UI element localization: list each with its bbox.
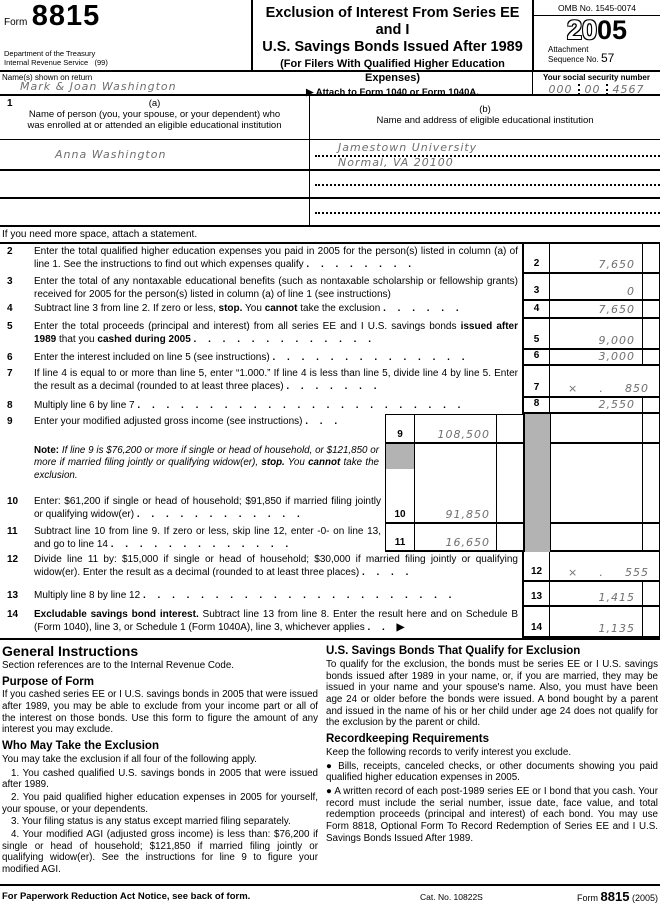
shaded-cell xyxy=(523,524,551,552)
recordkeeping-bullet-2: ● A written record of each post-1989 series EE or I bond that you cash. Your record must include the serial number, issue date, face value, and total redemption proceeds (principal and interest) of each bond. You may use Form 8818, Optional Form To Record Redemption of Series EE and I U.S. Savings Bonds Issued After 1989. xyxy=(326,785,658,844)
taxpayer-name-field[interactable]: Mark & Joan Washington xyxy=(20,80,177,93)
box-number: 7 xyxy=(522,366,550,398)
line-text: Enter the interest included on line 5 (see instructions) . . . . . . . . . . . . . . xyxy=(34,352,467,364)
omb-number: OMB No. 1545-0074 xyxy=(534,0,660,16)
dotted-rule xyxy=(315,212,660,214)
unused-cell xyxy=(551,414,643,444)
form-line-7 xyxy=(0,366,660,398)
ssn-block xyxy=(532,72,660,94)
line1-row-1 xyxy=(0,140,660,171)
dept-line2: Internal Revenue Service (99) xyxy=(4,57,108,67)
box-number: 10 xyxy=(385,487,415,524)
form-title-line2: U.S. Savings Bonds Issued After 1989 xyxy=(262,39,523,55)
condition-4: 4. Your modified AGI (adjusted gross income) is less than: $76,200 if single or head of household; $121,850 if married filing jointly or qualifying widow(er). See the instructions for line 9 to figure your modified AGI. xyxy=(2,829,318,876)
line-number: 2 xyxy=(7,246,13,257)
unused-cell xyxy=(643,487,660,524)
line-text: Enter your modified adjusted gross income (see instructions) . . . xyxy=(34,416,340,428)
tax-year: 2005 xyxy=(566,15,628,45)
decimal-field-7[interactable]: × . 850 xyxy=(550,366,660,398)
line-number: 9 xyxy=(7,416,13,428)
instructions-right-column xyxy=(326,645,658,877)
line-number: 14 xyxy=(7,609,19,621)
condition-1: 1. You cashed qualified U.S. savings bonds in 2005 that were issued after 1989. xyxy=(2,767,318,791)
form-line-2 xyxy=(0,244,660,274)
line-text: Multiply line 6 by line 7 . . . . . . . . . . . . . . . . . . . . . . . xyxy=(34,400,463,412)
line-text: Divide line 11 by: $15,000 if single or head of household; $30,000 if married filing jointly or qualifying widow(er). Enter the result as a decimal (rounded to at least three places) . . . . xyxy=(34,554,518,578)
amount-field-8[interactable]: 2,550 xyxy=(550,398,643,414)
form-word: Form xyxy=(4,17,28,28)
unused-cell xyxy=(643,414,660,444)
person-name-field[interactable] xyxy=(0,199,310,225)
cents-cell[interactable] xyxy=(643,350,660,366)
recordkeeping-heading: Recordkeeping Requirements xyxy=(326,733,489,746)
name-ssn-row xyxy=(0,72,660,96)
recordkeeping-bullet-1: ● Bills, receipts, canceled checks, or other documents showing you paid qualified higher education expenses in 2005. xyxy=(326,760,658,784)
line-number: 6 xyxy=(7,352,13,364)
who-may-take-heading: Who May Take the Exclusion xyxy=(2,740,159,753)
qualify-heading: U.S. Savings Bonds That Qualify for Exclusion xyxy=(326,645,581,658)
purpose-paragraph: If you cashed series EE or I U.S. savings bonds in 2005 that were issued after 1989, you may be able to exclude from your income part or all of the interest on those bonds. Use this form to figure the amount of any interest you may exclude. xyxy=(2,689,318,736)
shaded-cell xyxy=(385,444,415,487)
line-text: Enter the total proceeds (principal and interest) from all series EE and I U.S. savings bonds issued after 1989 that you cashed during 2005 . . . . . . . . . . . . . xyxy=(34,321,518,345)
paperwork-notice: For Paperwork Reduction Act Notice, see back of form. xyxy=(2,891,251,902)
line-text: Enter the total of any nontaxable educational benefits (such as nontaxable scholarship or fellowship grants) received for 2005 for the person(s) listed in column (a) of line 1 (see instructions) xyxy=(34,276,518,300)
line1-col-a-header: 1 (a) Name of person (you, your spouse, or your dependent) who was enrolled at or attended an eligible educational institution xyxy=(0,96,310,139)
section-references: Section references are to the Internal Revenue Code. xyxy=(2,659,235,671)
line-number: 11 xyxy=(7,526,18,538)
condition-3: 3. Your filing status is any status except married filing separately. xyxy=(11,816,291,828)
box-number: 2 xyxy=(522,244,550,274)
dept-code: (99) xyxy=(94,57,108,67)
unused-cell xyxy=(643,524,660,552)
unused-cell xyxy=(497,444,523,487)
amount-field-10[interactable]: 91,850 xyxy=(415,487,497,524)
box-number: 3 xyxy=(522,274,550,301)
amount-field-3[interactable]: 0 xyxy=(550,274,643,301)
cents-cell[interactable] xyxy=(643,582,660,607)
amount-field-14[interactable]: 1,135 xyxy=(550,607,643,638)
more-space-note: If you need more space, attach a statement. xyxy=(0,227,660,244)
form-line-10 xyxy=(0,487,660,524)
line-number: 10 xyxy=(7,496,19,508)
note-text: Note: If line 9 is $76,200 or more if single or head of household, or $121,850 or more if married filing jointly or qualifying widow(er), stop. You cannot take the exclusion. xyxy=(34,445,379,481)
form-line-8 xyxy=(0,398,660,414)
line-number: 12 xyxy=(7,554,19,566)
line-9-note xyxy=(0,444,660,487)
unused-cell xyxy=(551,487,643,524)
attach-instruction: ▶ Attach to Form 1040 or Form 1040A. xyxy=(306,87,479,98)
line-text: Excludable savings bond interest. Subtract line 13 from line 8. Enter the result here and on Schedule B (Form 1040), line 3, or Schedule 1 (Form 1040A), line 3, whichever applies . . ▶ xyxy=(34,609,518,633)
ssn-separator xyxy=(578,84,580,95)
name-label: Name(s) shown on return xyxy=(2,73,93,82)
line-number: 5 xyxy=(7,321,13,333)
general-instructions-heading: General Instructions xyxy=(2,643,139,660)
condition-2: 2. You paid qualified higher education expenses in 2005 for yourself, your spouse, or your dependents. xyxy=(2,791,318,815)
cents-cell[interactable] xyxy=(643,244,660,274)
agency-block xyxy=(4,50,108,67)
form-line-12 xyxy=(0,552,660,582)
shaded-cell xyxy=(523,487,551,524)
ssn-label: Your social security number xyxy=(543,73,650,82)
unused-cell xyxy=(643,444,660,487)
line-text: Subtract line 3 from line 2. If zero or less, stop. You cannot take the exclusion . . . . . . xyxy=(34,303,461,315)
line1-header xyxy=(0,96,660,140)
form-title-block xyxy=(253,0,532,98)
cents-cell[interactable] xyxy=(497,524,523,552)
unused-cell xyxy=(551,444,643,487)
form-subtitle: (For Filers With Qualified Higher Education Expenses) xyxy=(280,58,505,84)
amount-field-4[interactable]: 7,650 xyxy=(550,301,643,319)
form-line-6 xyxy=(0,350,660,366)
line1-row-2 xyxy=(0,171,660,199)
box-number: 11 xyxy=(385,524,415,552)
line-text: Enter the total qualified higher education expenses you paid in 2005 for the person(s) listed in column (a) of line 1. See the instructions to find out which expenses qualify . . . . . . . . xyxy=(34,246,518,270)
form-line-9 xyxy=(0,414,660,444)
person-name-field[interactable]: Anna Washington xyxy=(0,140,310,169)
attachment-sequence: Attachment Sequence No. 57 xyxy=(548,45,615,65)
box-number: 6 xyxy=(522,350,550,366)
unused-cell xyxy=(551,524,643,552)
form-id-block xyxy=(0,0,253,70)
line-number: 3 xyxy=(7,276,13,287)
line-number: 13 xyxy=(7,590,19,602)
amount-field-13[interactable]: 1,415 xyxy=(550,582,643,607)
line-number: 7 xyxy=(7,368,13,380)
box-number: 12 xyxy=(522,552,550,582)
form-line-4 xyxy=(0,301,660,319)
form-title-line1: Exclusion of Interest From Series EE and I xyxy=(265,5,520,38)
person-name-field[interactable] xyxy=(0,171,310,197)
amount-field-5[interactable]: 9,000 xyxy=(550,319,643,350)
dept-line1: Department of the Treasury xyxy=(4,49,96,58)
institution-field[interactable] xyxy=(310,171,660,197)
cents-cell[interactable] xyxy=(643,274,660,301)
amount-field-11[interactable]: 16,650 xyxy=(415,524,497,552)
ssn-field[interactable]: 000 00 4567 xyxy=(548,83,645,96)
box-number: 5 xyxy=(522,319,550,350)
box-number: 9 xyxy=(385,414,415,444)
line-number: 4 xyxy=(7,303,13,315)
line-text: If line 4 is equal to or more than line 5, enter “1.000.” If line 4 is less than line 5, divide line 4 by line 5. Enter the result as a decimal (rounded to at least three places) . . . . . . . xyxy=(34,368,518,392)
line-text: Subtract line 10 from line 9. If zero or less, skip line 12, enter -0- on line 13, and go to line 14 . . . . . . . . . . . . . xyxy=(34,526,381,550)
qualify-paragraph: To qualify for the exclusion, the bonds must be series EE or I U.S. savings bonds issued after 1989 in your name, or, if you are married, they may be issued in your name and your spouse's name. Also, you must have been age 24 or older before the bonds were issued. A bond bought by a parent and issued in the name of his or her child under age 24 does not qualify for the exclusion by the parent or child. xyxy=(326,658,658,729)
form-line-11 xyxy=(0,524,660,552)
catalog-number: Cat. No. 10822S xyxy=(420,892,483,902)
decimal-field-12[interactable]: × . 555 xyxy=(550,552,660,582)
instructions-left-column xyxy=(2,645,326,877)
dotted-rule xyxy=(315,184,660,186)
omb-year-block xyxy=(532,0,660,70)
box-number: 8 xyxy=(522,398,550,414)
cents-cell[interactable] xyxy=(643,319,660,350)
institution-field[interactable]: Jamestown University Normal, VA 20100 xyxy=(310,140,660,169)
line1-row-3 xyxy=(0,199,660,227)
unused-cell xyxy=(415,444,497,487)
line1-col-b-header: (b) Name and address of eligible educational institution xyxy=(376,104,594,126)
name-field-block xyxy=(0,72,532,94)
form-number: 8815 xyxy=(31,0,101,32)
shaded-cell xyxy=(523,444,551,487)
cents-cell[interactable] xyxy=(497,487,523,524)
instructions-section xyxy=(0,640,660,877)
amount-field-2[interactable]: 7,650 xyxy=(550,244,643,274)
box-number: 14 xyxy=(522,607,550,638)
who-may-take-intro: You may take the exclusion if all four of the following apply. xyxy=(2,753,257,765)
institution-field[interactable] xyxy=(310,199,660,225)
purpose-heading: Purpose of Form xyxy=(2,675,95,688)
amount-field-6[interactable]: 3,000 xyxy=(550,350,643,366)
line-number: 8 xyxy=(7,400,13,412)
form-line-13 xyxy=(0,582,660,607)
cents-cell[interactable] xyxy=(643,607,660,638)
recordkeeping-intro: Keep the following records to verify interest you exclude. xyxy=(326,746,572,758)
form-line-5 xyxy=(0,319,660,350)
line-text: Enter: $61,200 if single or head of household; $91,850 if married filing jointly or qualifying widow(er) . . . . . . . . . . . . xyxy=(34,496,381,520)
box-number: 13 xyxy=(522,582,550,607)
line1-number: 1 xyxy=(7,98,13,109)
cents-cell[interactable] xyxy=(643,398,660,414)
cents-cell[interactable] xyxy=(497,414,523,444)
ssn-separator xyxy=(606,84,608,95)
form-line-14 xyxy=(0,607,660,638)
amount-field-9[interactable]: 108,500 xyxy=(415,414,497,444)
box-number: 4 xyxy=(522,301,550,319)
form-line-3 xyxy=(0,274,660,301)
footer-form-id: Form 8815 (2005) xyxy=(577,889,658,904)
shaded-cell xyxy=(523,414,551,444)
line-text: Multiply line 8 by line 12 . . . . . . . . . . . . . . . . . . . . . . xyxy=(34,590,454,602)
form-footer xyxy=(0,884,660,906)
cents-cell[interactable] xyxy=(643,301,660,319)
